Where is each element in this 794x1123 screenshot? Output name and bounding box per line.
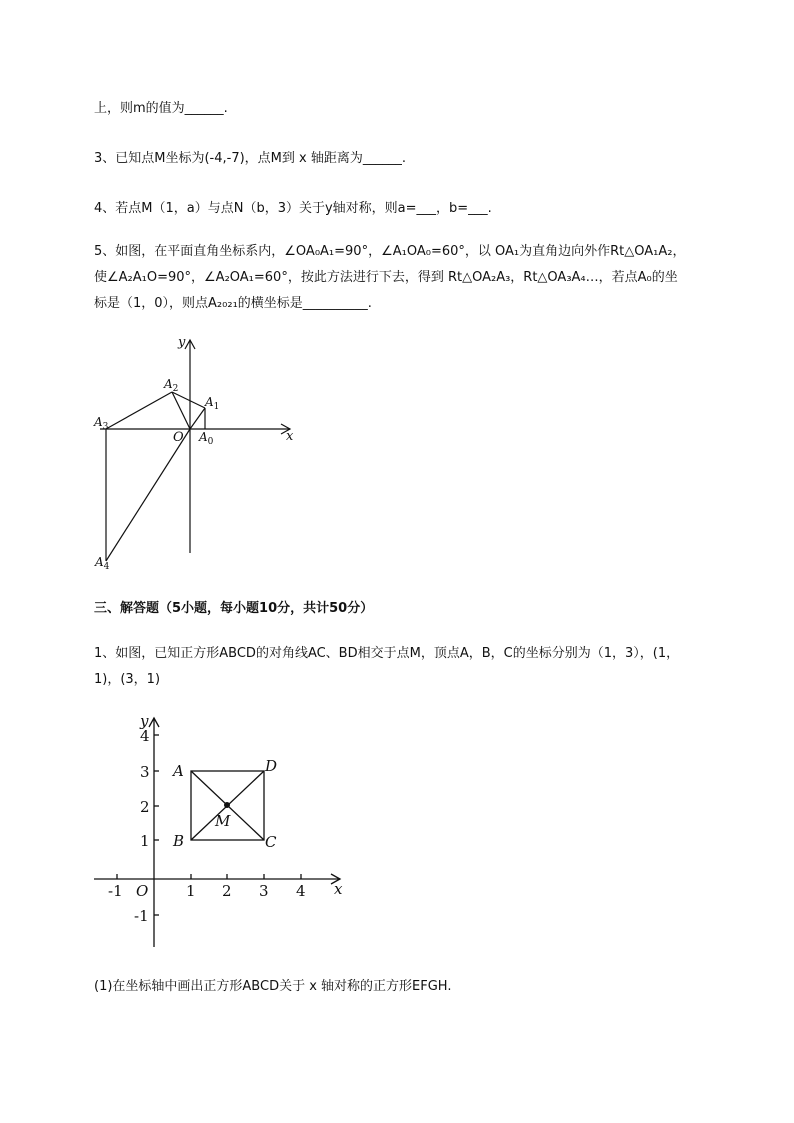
fig1-x-label: x	[286, 429, 294, 444]
label-a3: $A_3$	[94, 415, 109, 432]
problem-1-line-1: 1、如图，已知正方形ABCD的对角线AC、BD相交于点M，顶点A，B，C的坐标分别为（1，3），(1，	[94, 646, 680, 661]
question-prev-tail: 上，则m的值为______.	[94, 101, 228, 116]
x-tick-label-2: 2	[222, 882, 232, 900]
x-tick-label-4: 4	[296, 882, 306, 900]
fig2-origin-label: O	[136, 882, 149, 900]
point-d-label: D	[265, 757, 278, 775]
fig2-x-label: x	[334, 880, 343, 898]
problem-1-part-1: (1)在坐标轴中画出正方形ABCD关于 x 轴对称的正方形EFGH.	[94, 979, 452, 994]
x-tick-label-1: 1	[186, 882, 196, 900]
fig2-y-label: y	[140, 712, 149, 730]
y-tick-label-minus1: -1	[134, 907, 149, 925]
y-tick-label-2: 2	[140, 798, 150, 816]
label-a4: $A_4$	[95, 555, 110, 572]
x-tick-label-minus1: -1	[108, 882, 123, 900]
label-a0: $A_0$	[199, 430, 214, 447]
point-a-label: A	[173, 762, 184, 780]
x-tick-label-3: 3	[259, 882, 269, 900]
y-tick-label-3: 3	[140, 763, 150, 781]
point-c-label: C	[265, 833, 277, 851]
label-a1: $A_1$	[205, 395, 220, 412]
fig1-origin-label: O	[173, 430, 184, 445]
section-3-title: 三、解答题（5小题，每小题10分，共计50分）	[94, 601, 374, 616]
y-tick-label-4: 4	[140, 727, 150, 745]
question-4: 4、若点M（1，a）与点N（b，3）关于y轴对称，则a=___，b=___.	[94, 201, 492, 216]
question-5-line-3: 标是（1，0），则点A₂₀₂₁的横坐标是__________.	[94, 296, 372, 311]
point-m-label: M	[215, 812, 231, 830]
problem-1-line-2: 1)，(3，1)	[94, 672, 161, 687]
y-tick-label-1: 1	[140, 832, 150, 850]
question-5-line-1: 5、如图，在平面直角坐标系内，∠OA₀A₁=90°，∠A₁OA₀=60°，以 OA₁为直角边向外作Rt△OA₁A₂，	[94, 244, 686, 259]
point-m-dot	[224, 802, 230, 808]
label-a2: $A_2$	[164, 377, 179, 394]
question-5-line-2: 使∠A₂A₁O=90°，∠A₂OA₁=60°，按此方法进行下去，得到 Rt△OA₂A₃，Rt△OA₃A₄…，若点A₀的坐	[94, 270, 678, 285]
point-b-label: B	[173, 832, 185, 850]
question-3: 3、已知点M坐标为(-4,-7)，点M到 x 轴距离为______.	[94, 151, 406, 166]
fig1-y-label: y	[178, 335, 186, 350]
